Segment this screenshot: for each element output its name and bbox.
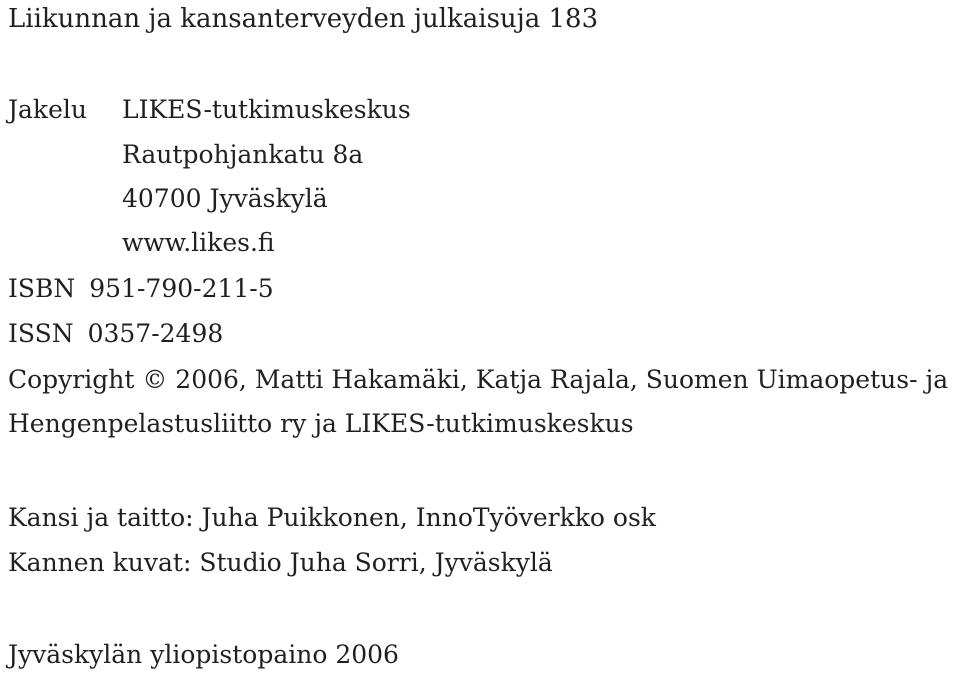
issn-line [8,321,223,346]
distribution-city: 40700 Jyväskylä [122,184,328,213]
copyright-line-2: Hengenpelastusliitto ry ja LIKES-tutkimuskeskus [8,409,634,438]
copyright-line-1: Copyright © 2006, Matti Hakamäki, Katja Rajala, Suomen Uimaopetus- ja [8,365,949,394]
printer-line: Jyväskylän yliopistopaino 2006 [8,640,399,669]
issn-value: 0357-2498 [87,319,224,348]
isbn-value: 951-790-211-5 [89,274,274,303]
isbn-line [8,276,274,301]
series-title: Liikunnan ja kansanterveyden julkaisuja 183 [8,4,599,34]
isbn-label: ISBN [8,274,76,303]
distribution-organization: LIKES-tutkimuskeskus [122,95,411,124]
cover-layout-credit: Kansi ja taitto: Juha Puikkonen, InnoTyöverkko osk [8,503,656,532]
distribution-website: www.likes.fi [122,228,275,257]
cover-photo-credit: Kannen kuvat: Studio Juha Sorri, Jyväskylä [8,548,553,577]
issn-label: ISSN [8,319,74,348]
distribution-label: Jakelu [8,95,87,124]
distribution-street: Rautpohjankatu 8a [122,140,364,169]
